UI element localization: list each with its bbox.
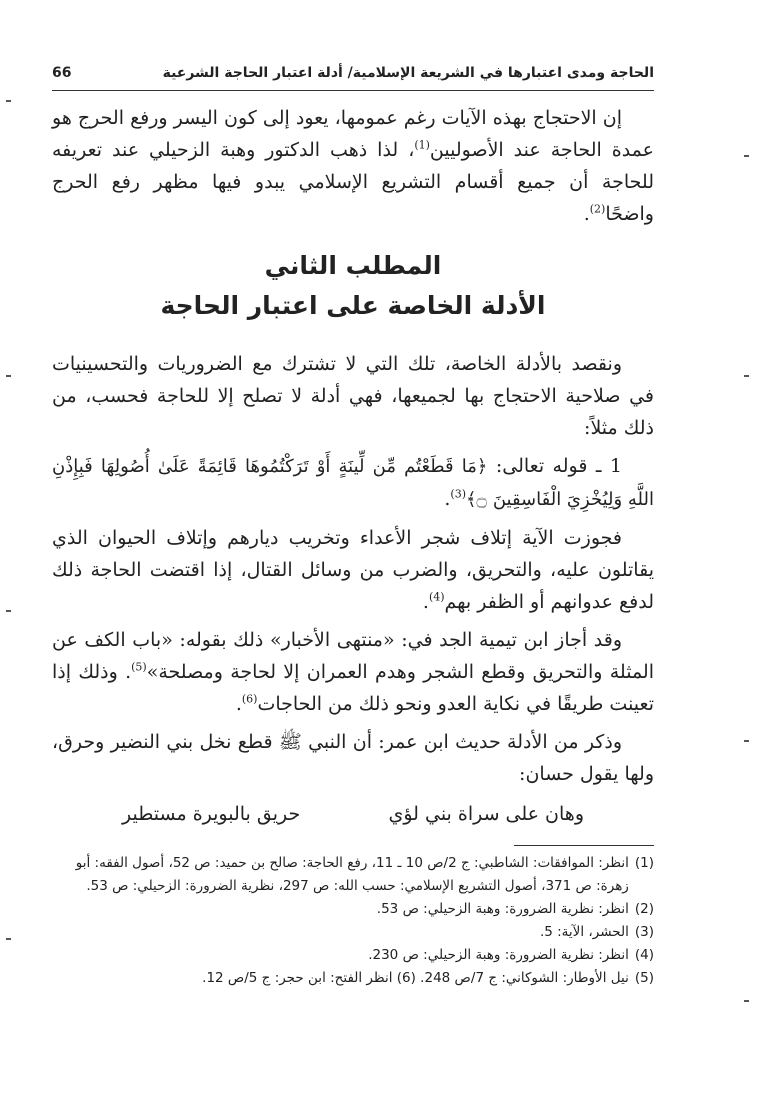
footnote-ref-6[interactable]: (6): [241, 692, 258, 706]
explanation-text: فجوزت الآية إتلاف شجر الأعداء وتخريب ديارهم وإتلاف الحيوان الذي يقاتلون عليه، والتحريق، والضرب من وسائل القتال، إذا اقتضت الحاجة ذلك لدفع عدوانهم أو الظفر بهم: [52, 527, 654, 613]
quran-text: ﴿مَا قَطَعْتُم مِّن لِّينَةٍ أَوْ تَرَكْتُمُوهَا قَائِمَةً عَلَىٰ أُصُولِهَا فَبِإِذْنِ اللَّهِ وَلِيُخْزِيَ الْفَاسِقِينَ ۝﴾: [52, 456, 654, 510]
footnote-ref-1[interactable]: (1): [414, 138, 430, 152]
footnote-text: نيل الأوطار: الشوكاني: ج 7/ص 248. (6) انظر الفتح: ابن حجر: ج 5/ص 12.: [202, 970, 629, 986]
footnote-1: [52, 852, 654, 898]
footnote-number: (3): [634, 924, 654, 940]
footnote-text: انظر: الموافقات: الشاطبي: ج 2/ص 10 ـ 11، رفع الحاجة: صالح بن حميد: ص 52، أصول الفقه: أبو زهرة: ص 371، أصول التشريع الإسلامي: حسب الله: ص 297، نظرية الضرورة: الزحيلي: ص 53.: [75, 855, 629, 894]
footnote-3: [52, 921, 654, 944]
scan-mark: [6, 610, 11, 612]
scan-mark: [6, 375, 11, 377]
quran-lead: 1 ـ قوله تعالى:: [495, 455, 622, 477]
footnote-5: [52, 967, 654, 990]
footnote-number: (2): [634, 901, 654, 917]
page-number: 66: [52, 65, 72, 81]
scan-mark: [744, 375, 749, 377]
poetry-verse: [122, 798, 584, 830]
page-body: [52, 102, 654, 830]
scan-mark: [744, 740, 749, 742]
paragraph-intro-evidence: ونقصد بالأدلة الخاصة، تلك التي لا تشترك مع الضروريات والتحسينيات في صلاحية الاحتجاج بها لجميعها، فهي أدلة لا تصلح إلا للحاجة فحسب، من ذلك مثلاً:: [52, 353, 654, 439]
footnote-number: (4): [634, 947, 654, 963]
paragraph-quran-verse: 1 ـ قوله تعالى: ﴿مَا قَطَعْتُم مِّن لِّينَةٍ أَوْ تَرَكْتُمُوهَا قَائِمَةً عَلَىٰ أُصُولِهَا فَبِإِذْنِ اللَّهِ وَلِيُخْزِيَ الْفَاسِقِينَ ۝﴾$^{(3)}$.: [52, 455, 654, 510]
paragraph-hadith: وذكر من الأدلة حديث ابن عمر: أن النبي ﷺ قطع نخل بني النضير وحرق، ولها يقول حسان:: [52, 731, 654, 785]
footnote-text: الحشر، الآية: 5.: [539, 924, 629, 940]
ibn-taymiyya-text-a: وقد أجاز ابن تيمية الجد في: «منتهى الأخبار» ذلك بقوله: «باب الكف عن المثلة والتحريق وقطع الشجر وهدم العمران إلا لحاجة ومصلحة»: [52, 629, 655, 683]
ibn-taymiyya-text-b: . وذلك إذا تعينت طريقًا في نكاية العدو ونحو ذلك من الحاجات: [52, 661, 654, 715]
scan-mark: [744, 1000, 749, 1002]
scan-mark: [6, 938, 11, 940]
intro-paragraph: إن الاحتجاج بهذه الآيات رغم عمومها، يعود إلى كون اليسر ورفع الحرج هو عمدة الحاجة عند الأصوليين$^{(1)}$، لذا ذهب الدكتور وهبة الزحيلي عند تعريفه للحاجة أن جميع أقسام التشريع الإسلامي يبدو فيها مظهر رفع الحرج واضحًا$^{(2)}$.: [52, 107, 654, 225]
footnotes: [52, 852, 654, 990]
running-title: الحاجة ومدى اعتبارها في الشريعة الإسلامية/ أدلة اعتبار الحاجة الشرعية: [162, 65, 654, 81]
footnote-number: (5): [634, 970, 654, 986]
intro-text-b: ، لذا ذهب الدكتور وهبة الزحيلي عند تعريفه للحاجة أن جميع أقسام التشريع الإسلامي يبدو فيها مظهر رفع الحرج واضحًا: [52, 139, 654, 225]
verse-second-hemistich: حريق بالبويرة مستطير: [122, 803, 301, 825]
scan-mark: [744, 155, 749, 157]
verse-first-hemistich: وهان على سراة بني لؤي: [388, 803, 584, 825]
footnote-text: انظر: نظرية الضرورة: وهبة الزحيلي: ص 53.: [376, 901, 629, 917]
section-title: المطلب الثاني: [264, 251, 442, 280]
section-subtitle: الأدلة الخاصة على اعتبار الحاجة: [160, 291, 546, 320]
footnote-ref-5[interactable]: (5): [131, 660, 147, 674]
footnote-ref-3[interactable]: (3): [450, 487, 466, 501]
header-rule: [52, 90, 654, 91]
intro-text-a: إن الاحتجاج بهذه الآيات رغم عمومها، يعود إلى كون اليسر ورفع الحرج هو عمدة الحاجة عند الأصوليين: [52, 107, 654, 161]
footnote-2: [52, 898, 654, 921]
footnote-number: (1): [634, 855, 654, 871]
page-header: [52, 58, 654, 88]
footnote-rule: [514, 845, 654, 846]
paragraph-verse-explanation: فجوزت الآية إتلاف شجر الأعداء وتخريب ديارهم وإتلاف الحيوان الذي يقاتلون عليه، والتحريق، والضرب من وسائل القتال، إذا اقتضت الحاجة ذلك لدفع عدوانهم أو الظفر بهم$^{(4)}$.: [52, 527, 654, 613]
scan-mark: [6, 100, 11, 102]
footnote-ref-2[interactable]: (2): [589, 202, 606, 216]
footnote-ref-4[interactable]: (4): [428, 590, 445, 604]
footnote-text: انظر: نظرية الضرورة: وهبة الزحيلي: ص 230.: [368, 947, 629, 963]
paragraph-ibn-taymiyya: وقد أجاز ابن تيمية الجد في: «منتهى الأخبار» ذلك بقوله: «باب الكف عن المثلة والتحريق وقطع الشجر وهدم العمران إلا لحاجة ومصلحة»$^{(5)}$. وذلك إذا تعينت طريقًا في نكاية العدو ونحو ذلك من الحاجات$^{(6)}$.: [52, 629, 655, 715]
footnote-4: [52, 944, 654, 967]
